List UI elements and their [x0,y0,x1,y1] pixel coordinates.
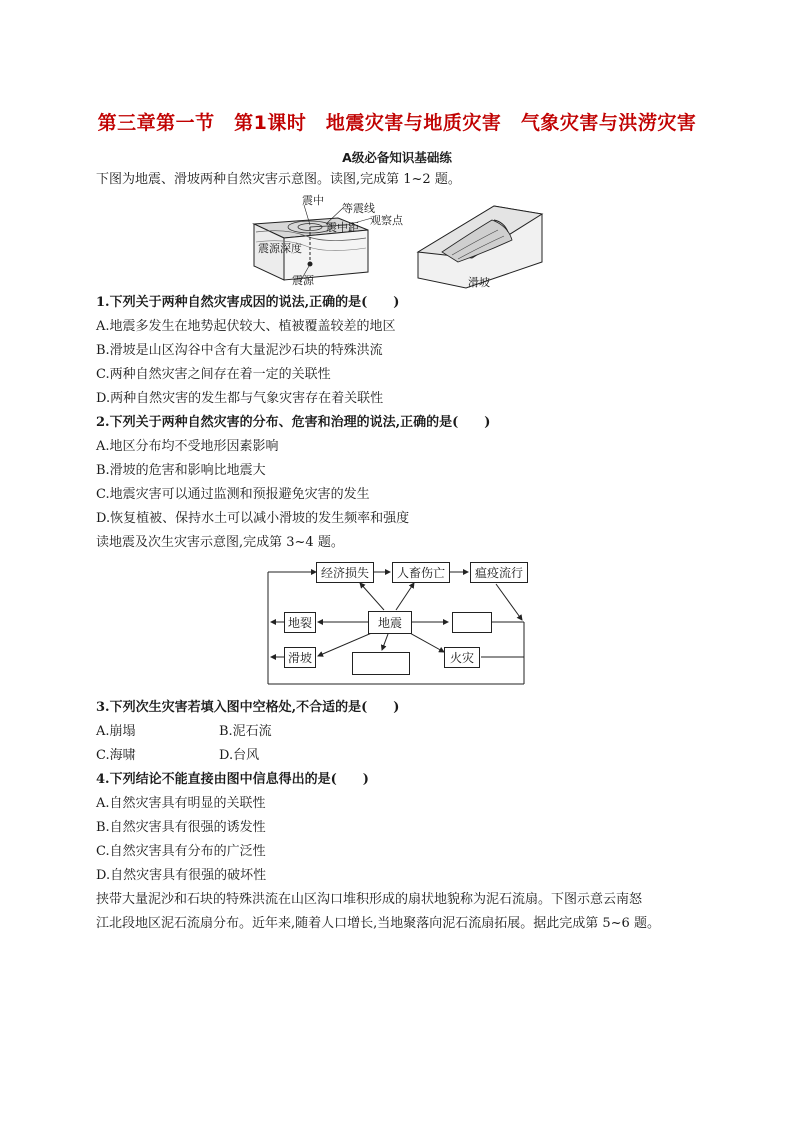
q3-option-d: D.台风 [219,748,260,763]
page-title: 第三章第一节 第1课时 地震灾害与地质灾害 气象灾害与洪涝灾害 [97,112,697,134]
focal-depth-label: 震源深度 [258,242,302,255]
focus-label: 震源 [292,274,314,287]
q2-option-c: C.地震灾害可以通过监测和预报避免灾害的发生 [96,487,370,502]
q3-option-c: C.海啸 [96,748,136,763]
secondary-disaster-flowchart [266,560,528,686]
earthquake-landslide-figure [246,192,556,292]
q3-option-a: A.崩塌 [96,724,136,739]
q1-option-a: A.地震多发生在地势起伏较大、植被覆盖较差的地区 [96,319,396,334]
epidemic-box: 瘟疫流行 [470,562,528,583]
q4-option-d: D.自然灾害具有很强的破坏性 [96,868,267,883]
question-2-stem: 2.下列关于两种自然灾害的分布、危害和治理的说法,正确的是( ) [96,415,491,430]
landslide-label: 滑坡 [468,276,490,289]
q4-option-c: C.自然灾害具有分布的广泛性 [96,844,266,859]
q2-option-d: D.恢复植被、保持水土可以减小滑坡的发生频率和强度 [96,511,410,526]
question-4-stem: 4.下列结论不能直接由图中信息得出的是( ) [96,772,369,787]
question-3-stem: 3.下列次生灾害若填入图中空格处,不合适的是( ) [96,700,400,715]
ground-crack-box: 地裂 [284,612,316,633]
q4-option-b: B.自然灾害具有很强的诱发性 [96,820,266,835]
question-1-stem: 1.下列关于两种自然灾害成因的说法,正确的是( ) [96,295,400,310]
intro-questions-1-2: 下图为地震、滑坡两种自然灾害示意图。读图,完成第 1~2 题。 [96,172,461,187]
passage-line-1: 挟带大量泥沙和石块的特殊洪流在山区沟口堆积形成的扇状地貌称为泥石流扇。下图示意云南怒 [96,892,643,907]
q2-option-a: A.地区分布均不受地形因素影响 [96,439,279,454]
q1-option-d: D.两种自然灾害的发生都与气象灾害存在着关联性 [96,391,384,406]
isoseismal-label: 等震线 [342,202,375,215]
passage-line-2: 江北段地区泥石流扇分布。近年来,随着人口增长,当地聚落向泥石流扇拓展。据此完成第 5~6 题。 [96,916,660,931]
earthquake-box: 地震 [368,611,412,634]
blank-box-bottom [352,652,410,675]
casualties-box: 人畜伤亡 [392,562,450,583]
q3-option-b: B.泥石流 [219,724,272,739]
q2-option-b: B.滑坡的危害和影响比地震大 [96,463,266,478]
epicenter-label: 震中 [302,194,324,207]
landslide-box: 滑坡 [284,647,316,668]
economic-loss-box: 经济损失 [316,562,374,583]
q1-option-b: B.滑坡是山区沟谷中含有大量泥沙石块的特殊洪流 [96,343,383,358]
section-heading: A级必备知识基础练 [342,150,452,165]
observation-point-label: 观察点 [370,214,403,227]
blank-box-right [452,612,492,633]
epicentral-distance-label: 震中距 [326,221,359,234]
q1-option-c: C.两种自然灾害之间存在着一定的关联性 [96,367,331,382]
q4-option-a: A.自然灾害具有明显的关联性 [96,796,266,811]
fire-box: 火灾 [444,647,480,668]
intro-questions-3-4: 读地震及次生灾害示意图,完成第 3~4 题。 [96,535,344,550]
